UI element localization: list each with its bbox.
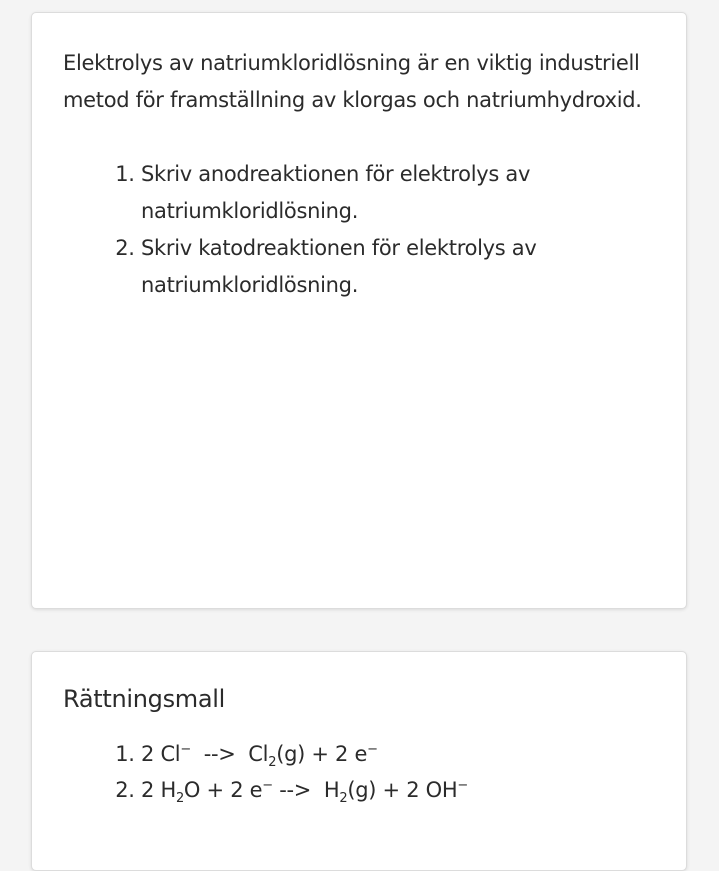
question-intro: Elektrolys av natriumkloridlösning är en viktig industriell metod för framställning av klorgas och natriumhydroxid. <box>63 51 642 112</box>
answer-item-2 <box>141 772 656 808</box>
cathode-reaction: 2 $H_2O + 2$ e− --> $H_2(g) + 2$ OH− <box>141 778 468 807</box>
task-item-2: 2. Skriv katodreaktionen för elektrolys av natriumkloridlösning. <box>141 230 656 304</box>
answer-item-1 <box>141 736 656 772</box>
answer-title: Rättningsmall <box>63 685 226 713</box>
answer-list <box>63 736 656 808</box>
task-list <box>63 156 656 304</box>
answer-card <box>31 651 687 871</box>
question-card <box>31 12 687 609</box>
anode-reaction: 2 Cl− --> $Cl_2(g) + 2$ e− <box>141 742 378 771</box>
task-item-1: 1. Skriv anodreaktionen för elektrolys av natriumkloridlösning. <box>141 156 656 230</box>
